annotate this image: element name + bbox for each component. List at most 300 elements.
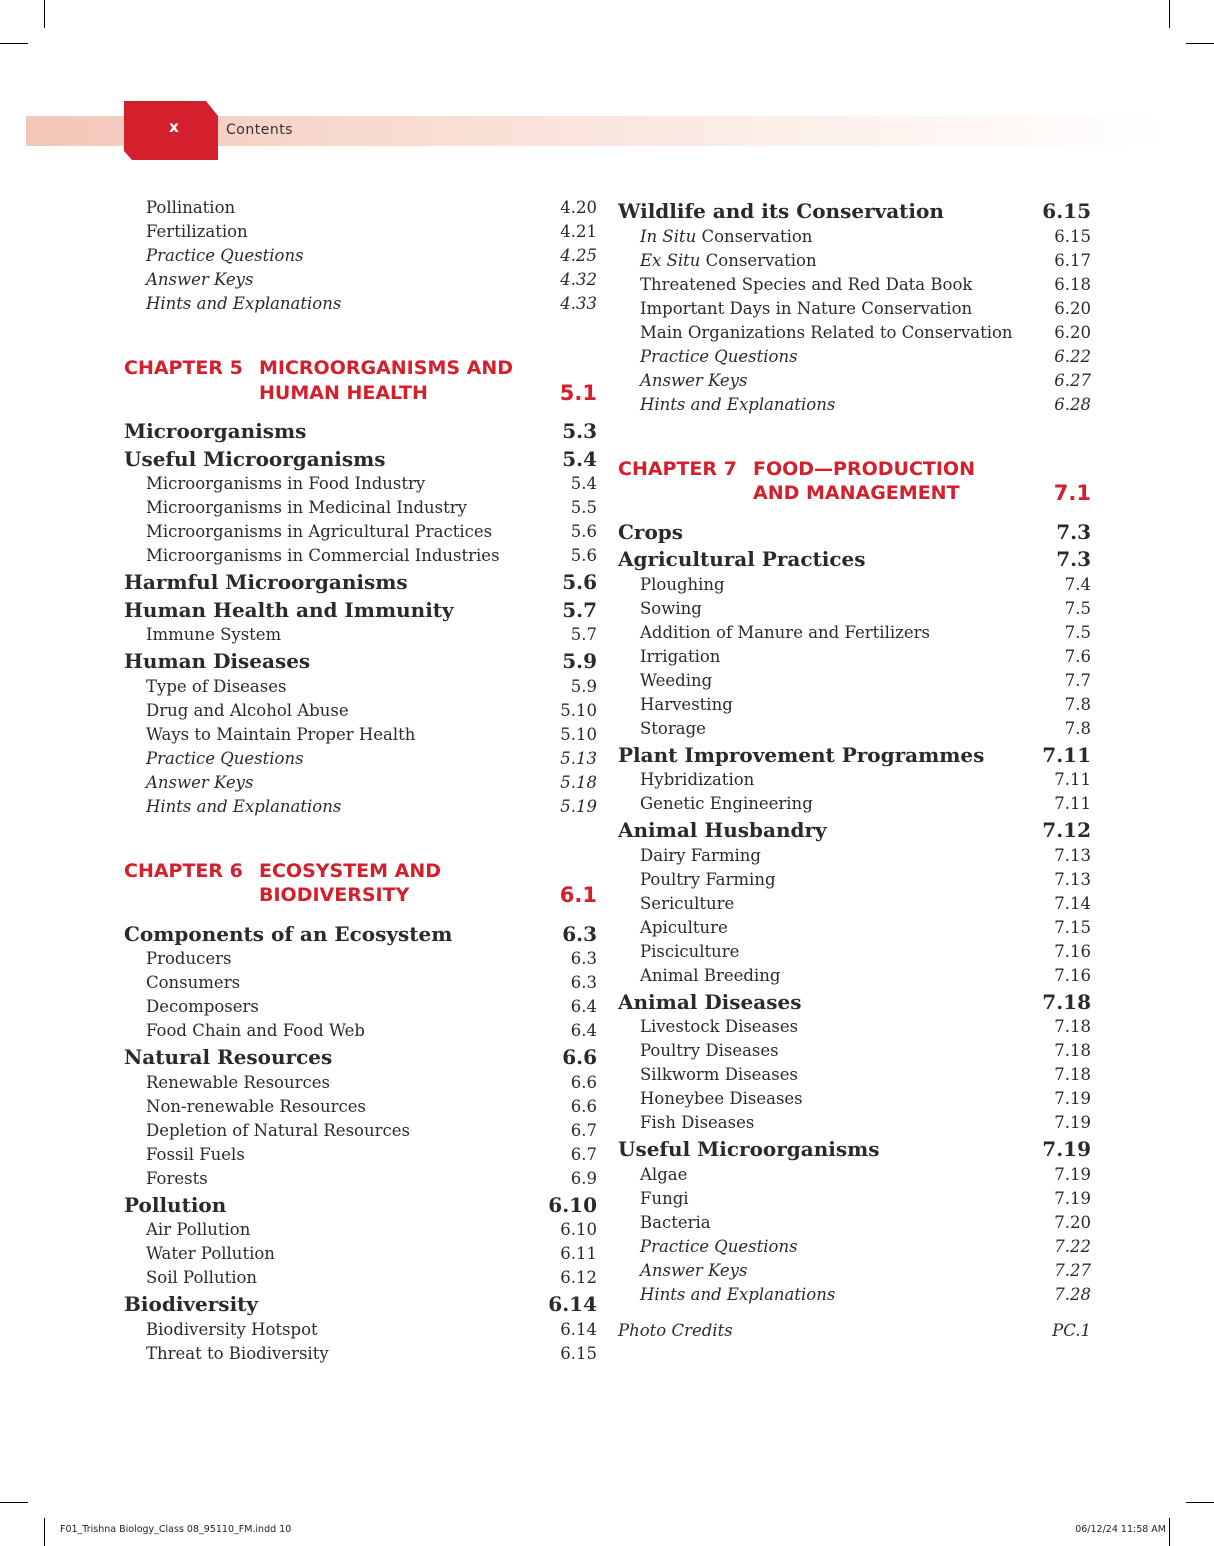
entry-title [146, 244, 304, 268]
toc-section-entry [124, 445, 597, 473]
entry-title-text: Renewable Resources [146, 1072, 330, 1092]
toc-subentry [618, 868, 1091, 892]
toc-subentry [124, 675, 597, 699]
entry-title-text: Drug and Alcohol Abuse [146, 700, 349, 720]
toc-subentry [124, 292, 597, 316]
entry-title [146, 1266, 257, 1290]
toc-subentry [618, 940, 1091, 964]
entry-page-number: 7.18 [1042, 989, 1091, 1014]
entry-title [618, 197, 944, 225]
entry-page-number: 5.10 [560, 724, 597, 744]
entry-page-number: 7.19 [1054, 1164, 1091, 1184]
entry-title [146, 675, 286, 699]
entry-page-number: 7.13 [1054, 845, 1091, 865]
entry-title-text: Microorganisms in Agricultural Practices [146, 522, 493, 541]
entry-page-number: 6.6 [570, 1072, 597, 1092]
toc-subentry [618, 892, 1091, 916]
toc-subentry [124, 1095, 597, 1119]
entry-page-number: 7.11 [1054, 794, 1091, 813]
toc-subentry [618, 393, 1091, 417]
entry-title-text: Animal Breeding [640, 965, 781, 985]
entry-page-number: 7.18 [1054, 1065, 1091, 1084]
entry-page-number: 7.18 [1054, 1041, 1091, 1060]
entry-title [640, 273, 972, 297]
entry-title [618, 741, 984, 769]
entry-title-text: Pisciculture [640, 941, 740, 961]
entry-page-number: 6.4 [570, 1021, 597, 1040]
entry-title-text: Bacteria [640, 1212, 711, 1232]
entry-title-text: Harvesting [640, 694, 733, 714]
entry-title [640, 964, 780, 988]
entry-page-number: 5.7 [562, 597, 597, 622]
entry-title [124, 445, 386, 473]
entry-page-number: 7.27 [1054, 1260, 1091, 1280]
entry-page-number: 6.7 [570, 1120, 597, 1140]
entry-title-text: Consumers [146, 973, 241, 992]
entry-title-text: Algae [640, 1164, 688, 1184]
toc-section-entry [618, 816, 1091, 844]
entry-page-number: 4.32 [560, 270, 597, 289]
entry-title-text: Practice Questions [640, 346, 798, 366]
entry-page-number: 7.18 [1054, 1017, 1091, 1036]
footer-filename: F01_Trishna Biology_Class 08_95110_FM.indd 10 [60, 1524, 292, 1535]
entry-title-text: Useful Microorganisms [124, 446, 386, 471]
toc-subentry [618, 273, 1091, 297]
entry-page-number: 6.28 [1054, 394, 1091, 414]
entry-title-text: Hybridization [640, 770, 755, 789]
toc-subentry [618, 717, 1091, 741]
toc-subentry [618, 768, 1091, 792]
toc-section-entry [618, 988, 1091, 1016]
entry-title [124, 1043, 332, 1071]
entry-title-text: Poultry Diseases [640, 1041, 779, 1060]
toc-subentry [618, 321, 1091, 345]
toc-subentry [124, 771, 597, 795]
entry-title-text: Fungi [640, 1188, 689, 1208]
chapter-label: CHAPTER 5 [124, 357, 243, 379]
entry-title [640, 1187, 689, 1211]
entry-title [146, 220, 248, 244]
entry-page-number: 5.3 [562, 419, 597, 443]
entry-page-number: 7.6 [1064, 646, 1091, 666]
entry-title [640, 792, 813, 816]
entry-title-text: Forests [146, 1168, 208, 1188]
toc-subentry [124, 1019, 597, 1043]
entry-title [124, 1191, 226, 1219]
entry-title-text: Practice Questions [146, 748, 304, 768]
entry-title [146, 747, 304, 771]
entry-title-text: Pollution [124, 1192, 227, 1217]
entry-page-number: 7.11 [1054, 770, 1091, 789]
toc-subentry [618, 297, 1091, 321]
entry-title [640, 249, 817, 273]
entry-title-text: Photo Credits [618, 1320, 733, 1340]
entry-title [146, 268, 253, 292]
entry-page-number: 6.20 [1054, 298, 1091, 318]
chapter-title-line: HUMAN HEALTH [259, 381, 428, 404]
entry-page-number: 7.19 [1054, 1188, 1091, 1208]
entry-title [146, 947, 231, 971]
entry-title-text: Hints and Explanations [146, 796, 342, 816]
entry-title-text: Weeding [640, 670, 713, 690]
spacer [124, 316, 597, 356]
toc-subentry [618, 964, 1091, 988]
entry-page-number: 6.14 [548, 1292, 597, 1316]
entry-page-number: PC.1 [1052, 1320, 1091, 1340]
entry-title-text: Non-renewable Resources [146, 1096, 367, 1116]
entry-title [640, 345, 798, 369]
entry-title [146, 472, 425, 496]
crop-mark [1169, 0, 1170, 28]
entry-page-number: 5.13 [560, 748, 597, 768]
entry-page-number: 7.15 [1054, 917, 1091, 937]
entry-page-number: 7.19 [1054, 1113, 1091, 1132]
entry-title [146, 520, 492, 544]
entry-title [146, 1119, 410, 1143]
toc-subentry [618, 1111, 1091, 1135]
entry-title-text: Human Health and Immunity [124, 597, 454, 622]
entry-title [640, 645, 720, 669]
entry-title [640, 621, 930, 645]
crop-mark [0, 43, 28, 44]
toc-subentry [618, 345, 1091, 369]
entry-page-number: 6.20 [1054, 322, 1091, 342]
entry-page-number: 7.7 [1064, 670, 1091, 690]
chapter-page-number: 7.1 [1053, 481, 1091, 505]
entry-title-text: Fish Diseases [640, 1113, 755, 1132]
toc-subentry [618, 1319, 1091, 1343]
entry-title [640, 892, 734, 916]
toc-subentry [618, 249, 1091, 273]
entry-title [618, 545, 866, 573]
chapter-title [259, 859, 560, 908]
toc-subentry [618, 597, 1091, 621]
entry-page-number: 5.4 [562, 446, 597, 471]
entry-title [146, 496, 467, 520]
toc-section-entry [124, 920, 597, 948]
entry-page-number: 6.22 [1054, 346, 1091, 366]
entry-page-number: 7.4 [1064, 574, 1091, 594]
entry-title [640, 868, 776, 892]
entry-page-number: 6.12 [560, 1268, 597, 1287]
entry-title-text: Silkworm Diseases [640, 1065, 798, 1084]
entry-title [146, 1242, 275, 1266]
entry-title-text: Pollination [146, 198, 236, 217]
toc-subentry [124, 699, 597, 723]
entry-page-number: 5.4 [570, 474, 597, 493]
chapter-label: CHAPTER 7 [618, 457, 737, 480]
entry-title-text: Microorganisms in Commercial Industries [146, 546, 500, 565]
entry-page-number: 6.14 [560, 1319, 597, 1339]
entry-title-text: Important Days in Nature Conservation [640, 298, 973, 318]
entry-page-number: 5.6 [570, 546, 597, 565]
toc-section-entry [618, 518, 1091, 546]
entry-title-text: Livestock Diseases [640, 1017, 799, 1036]
entry-title-text: Microorganisms in Food Industry [146, 474, 426, 493]
entry-title-text: Answer Keys [146, 270, 254, 289]
entry-title [640, 1039, 779, 1063]
entry-title-text: Storage [640, 718, 706, 738]
toc-subentry [618, 1063, 1091, 1087]
toc-section-entry [124, 647, 597, 675]
entry-title-text: Agricultural Practices [618, 547, 866, 571]
entry-page-number: 6.10 [548, 1192, 597, 1217]
toc-subentry [124, 1167, 597, 1191]
entry-title [640, 669, 712, 693]
entry-title-text: Producers [146, 949, 232, 968]
entry-page-number: 7.8 [1064, 694, 1091, 714]
entry-page-number: 5.5 [570, 498, 597, 517]
crop-mark [44, 0, 45, 28]
entry-title [640, 321, 1013, 345]
entry-title [146, 292, 341, 316]
entry-title [640, 1015, 798, 1039]
spacer [618, 417, 1091, 457]
entry-title-text: Useful Microorganisms [618, 1137, 880, 1161]
toc-section-entry [618, 197, 1091, 225]
toc-column-right [618, 197, 1091, 1343]
crop-mark [1186, 1502, 1214, 1503]
entry-title-text: Hints and Explanations [640, 394, 836, 414]
toc-subentry [124, 220, 597, 244]
entry-title-text: Crops [618, 519, 684, 544]
entry-page-number: 7.19 [1042, 1137, 1091, 1161]
toc-subentry [618, 621, 1091, 645]
entry-title [146, 771, 253, 795]
entry-title [146, 1318, 318, 1342]
toc-subentry [124, 268, 597, 292]
toc-subentry [618, 1235, 1091, 1259]
entry-title-text: Harmful Microorganisms [124, 570, 408, 594]
entry-title [640, 1111, 754, 1135]
toc-subentry [618, 645, 1091, 669]
entry-title [640, 717, 706, 741]
entry-title [640, 1087, 803, 1111]
entry-page-number: 7.13 [1054, 869, 1091, 889]
spacer [618, 1307, 1091, 1319]
toc-subentry [618, 225, 1091, 249]
entry-title [124, 568, 408, 596]
entry-title [640, 916, 728, 940]
entry-title-text: Immune System [146, 625, 282, 644]
toc-subentry [124, 723, 597, 747]
toc-subentry [124, 1071, 597, 1095]
chapter-title [753, 457, 1054, 506]
toc-subentry [618, 369, 1091, 393]
toc-section-entry [618, 741, 1091, 769]
entry-page-number: 7.8 [1064, 718, 1091, 738]
crop-mark [1169, 1518, 1170, 1546]
toc-subentry [124, 196, 597, 220]
toc-subentry [124, 1218, 597, 1242]
entry-title [124, 417, 306, 445]
entry-title [640, 597, 702, 621]
toc-subentry [124, 623, 597, 647]
chapter-page-number: 5.1 [559, 380, 597, 405]
chapter-title-line: FOOD—PRODUCTION [753, 457, 975, 480]
entry-title [146, 196, 235, 220]
entry-page-number: 6.15 [1042, 199, 1091, 223]
toc-subentry [618, 693, 1091, 717]
entry-page-number: 6.6 [562, 1045, 597, 1069]
entry-title-text: Conservation [700, 250, 817, 270]
entry-page-number: 6.9 [570, 1168, 597, 1188]
toc-subentry [618, 1163, 1091, 1187]
entry-page-number: 4.33 [560, 294, 597, 313]
entry-title-text: Plant Improvement Programmes [618, 742, 985, 767]
entry-page-number: 7.19 [1054, 1089, 1091, 1108]
toc-subentry [618, 1087, 1091, 1111]
entry-title-text: Air Pollution [146, 1220, 251, 1239]
entry-title-text: Microorganisms in Medicinal Industry [146, 498, 467, 517]
spacer [618, 506, 1091, 518]
entry-title-text: Honeybee Diseases [640, 1089, 803, 1108]
entry-title-italic: In Situ [640, 226, 697, 246]
toc-subentry [618, 792, 1091, 816]
entry-title [640, 573, 725, 597]
entry-title [640, 844, 761, 868]
entry-title-text: Decomposers [146, 997, 259, 1016]
entry-title [640, 1163, 687, 1187]
entry-page-number: 4.20 [560, 198, 597, 217]
entry-title-text: Water Pollution [146, 1244, 275, 1263]
toc-section-entry [618, 1135, 1091, 1163]
toc-subentry [618, 573, 1091, 597]
entry-title-text: Conservation [696, 226, 813, 246]
toc-section-entry [124, 1191, 597, 1219]
toc-section-entry [124, 596, 597, 624]
entry-title [124, 1290, 258, 1318]
toc-subentry [124, 1342, 597, 1366]
entry-title-text: Answer Keys [640, 1260, 748, 1280]
spacer [124, 405, 597, 417]
entry-page-number: 4.21 [560, 222, 597, 241]
entry-title-text: Biodiversity [124, 1292, 259, 1316]
entry-title-text: Practice Questions [146, 246, 304, 265]
toc-subentry [124, 947, 597, 971]
page-number: x [169, 118, 179, 136]
entry-title-text: Main Organizations Related to Conservation [640, 322, 1013, 342]
entry-page-number: 6.27 [1054, 370, 1091, 390]
entry-page-number: 6.15 [560, 1343, 597, 1363]
entry-page-number: 7.3 [1056, 547, 1091, 571]
entry-title-text: Microorganisms [124, 419, 307, 443]
entry-title-text: Threat to Biodiversity [146, 1343, 329, 1363]
entry-title-italic: Ex Situ [640, 250, 701, 270]
entry-title-text: Dairy Farming [640, 845, 761, 865]
toc-column-left [124, 196, 597, 1366]
toc-section-entry [124, 1043, 597, 1071]
entry-title-text: Wildlife and its Conservation [618, 199, 944, 223]
chapter-heading [618, 457, 1091, 506]
entry-page-number: 6.3 [570, 973, 597, 992]
entry-title-text: Sowing [640, 598, 702, 618]
entry-page-number: 4.25 [560, 246, 597, 265]
entry-title [146, 1218, 250, 1242]
entry-title [640, 1259, 747, 1283]
entry-page-number: 6.11 [560, 1244, 597, 1263]
entry-title [146, 723, 415, 747]
entry-page-number: 6.18 [1054, 274, 1091, 294]
entry-page-number: 7.20 [1054, 1212, 1091, 1232]
entry-page-number: 6.17 [1054, 250, 1091, 270]
entry-title [618, 816, 827, 844]
entry-page-number: 6.3 [570, 949, 597, 968]
toc-subentry [124, 472, 597, 496]
crop-mark [1186, 43, 1214, 44]
entry-page-number: 5.6 [562, 570, 597, 594]
entry-title [640, 693, 733, 717]
entry-page-number: 6.10 [560, 1220, 597, 1239]
entry-title-text: Type of Diseases [146, 676, 287, 696]
toc-subentry [124, 1266, 597, 1290]
toc-subentry [618, 844, 1091, 868]
entry-page-number: 7.5 [1064, 622, 1091, 642]
entry-title [146, 795, 341, 819]
entry-title-text: Depletion of Natural Resources [146, 1120, 410, 1140]
entry-title [124, 920, 452, 948]
entry-page-number: 5.7 [570, 625, 597, 644]
toc-subentry [618, 1039, 1091, 1063]
entry-title-text: Hints and Explanations [640, 1284, 836, 1304]
toc-section-entry [124, 1290, 597, 1318]
entry-page-number: 6.3 [562, 921, 597, 946]
toc-subentry [618, 1211, 1091, 1235]
entry-title [618, 988, 801, 1016]
entry-page-number: 6.4 [570, 997, 597, 1016]
toc-subentry [124, 244, 597, 268]
spacer [124, 819, 597, 859]
entry-title-text: Food Chain and Food Web [146, 1021, 365, 1040]
entry-title [146, 1342, 329, 1366]
entry-title [618, 518, 683, 546]
entry-title [640, 393, 835, 417]
entry-title [146, 1095, 366, 1119]
entry-title-text: Threatened Species and Red Data Book [640, 274, 973, 294]
toc-subentry [618, 669, 1091, 693]
entry-page-number: 6.15 [1054, 226, 1091, 246]
entry-title [146, 544, 500, 568]
entry-title [640, 1211, 711, 1235]
entry-title-text: Irrigation [640, 646, 721, 666]
entry-page-number: 6.7 [570, 1144, 597, 1164]
crop-mark [0, 1502, 28, 1503]
chapter-title-line: ECOSYSTEM AND [259, 859, 442, 882]
entry-title [146, 971, 240, 995]
entry-title [640, 940, 739, 964]
entry-page-number: 7.11 [1042, 742, 1091, 767]
chapter-heading [124, 356, 597, 405]
chapter-title-line: MICROORGANISMS AND [259, 357, 514, 379]
entry-title [146, 1019, 365, 1043]
toc-subentry [618, 1187, 1091, 1211]
entry-page-number: 7.28 [1054, 1284, 1091, 1304]
toc-subentry [618, 916, 1091, 940]
toc-subentry [618, 1015, 1091, 1039]
entry-page-number: 5.6 [570, 522, 597, 541]
entry-title-text: Fertilization [146, 222, 248, 241]
toc-subentry [124, 1119, 597, 1143]
entry-title-text: Answer Keys [146, 772, 254, 792]
entry-title-text: Ways to Maintain Proper Health [146, 724, 416, 744]
toc-subentry [124, 1143, 597, 1167]
toc-subentry [124, 1318, 597, 1342]
entry-page-number: 7.22 [1054, 1236, 1091, 1256]
toc-section-entry [618, 545, 1091, 573]
entry-title [640, 1283, 835, 1307]
crop-mark [44, 1518, 45, 1546]
entry-title-text: Genetic Engineering [640, 794, 813, 813]
